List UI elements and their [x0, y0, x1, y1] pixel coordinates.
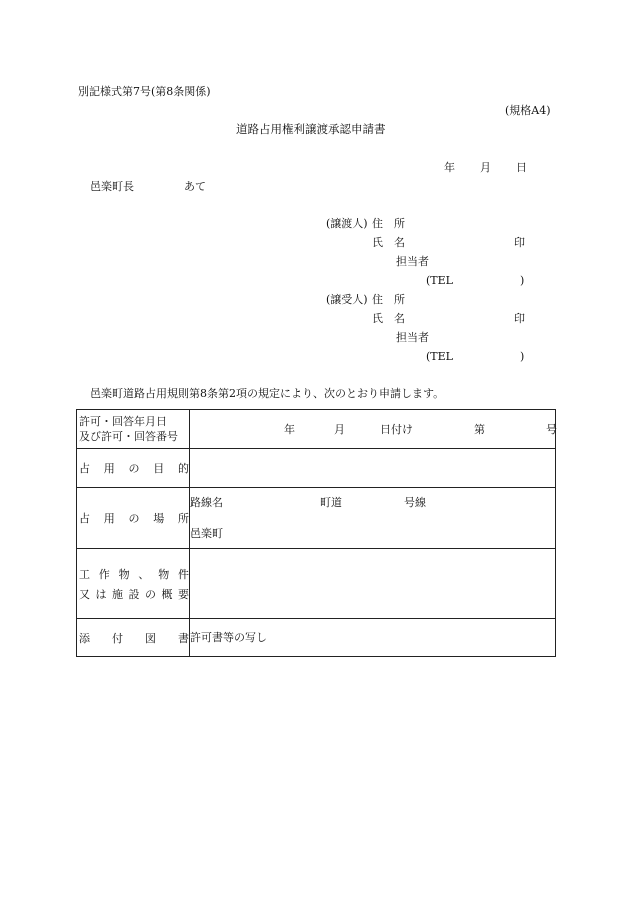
structure-char: 物 [118, 567, 130, 581]
date-year: 年 [444, 161, 455, 174]
permit-year: 年 [284, 423, 295, 436]
structure-char: 施 [112, 587, 123, 601]
structure-label-line2 [77, 586, 189, 602]
attachment-value: 許可書等の写し [190, 631, 267, 644]
permit-value-cell[interactable] [190, 410, 556, 449]
transferee-name-label: 氏 名 [372, 312, 405, 325]
transferor-tel-close: ) [520, 274, 525, 287]
permit-label-line2: 及び許可・回答番号 [79, 430, 178, 443]
transferor-role: (譲渡人) [326, 217, 368, 230]
structure-char: 物 [158, 567, 170, 581]
transferee-tel-close: ) [520, 350, 525, 363]
permit-month: 月 [334, 423, 345, 436]
structure-row [77, 549, 556, 619]
place-value-cell[interactable] [190, 488, 556, 549]
transferee-tel-open: (TEL [426, 350, 453, 363]
place-char: 用 [103, 512, 115, 525]
purpose-label-cell [77, 449, 190, 488]
permit-label-line1: 許可・回答年月日 [79, 415, 167, 428]
transferor-tel-open: (TEL [426, 274, 453, 287]
route-label: 路線名 [190, 496, 223, 509]
purpose-char: 占 [79, 462, 90, 475]
structure-char: の [145, 587, 156, 601]
paper-size-note: (規格A4) [505, 104, 551, 117]
purpose-char: 用 [103, 462, 115, 475]
place-char: 占 [79, 512, 90, 525]
purpose-char: 的 [178, 462, 189, 475]
structure-char: 作 [98, 567, 110, 581]
transferor-contact-label: 担当者 [396, 255, 429, 268]
permit-row [77, 410, 556, 449]
transferee-role: (譲受人) [326, 293, 368, 306]
attachment-char: 付 [112, 631, 123, 645]
transferor-name-label: 氏 名 [372, 236, 405, 249]
route-suffix-label: 号線 [404, 496, 426, 509]
purpose-row [77, 449, 556, 488]
attachment-char: 図 [145, 631, 156, 645]
attachment-label [77, 630, 189, 646]
transferor-address-label: 住 所 [372, 217, 405, 230]
structure-char: 工 [79, 567, 90, 581]
place-row [77, 488, 556, 549]
place-char: 所 [178, 512, 189, 525]
intro-text: 邑楽町道路占用規則第8条第2項の規定により、次のとおり申請します。 [90, 387, 445, 400]
structure-char: 、 [138, 567, 150, 581]
attachment-row [77, 619, 556, 657]
purpose-char: の [128, 462, 140, 475]
structure-char: 設 [128, 587, 140, 601]
transferee-contact-label: 担当者 [396, 331, 429, 344]
purpose-char: 目 [153, 462, 165, 475]
structure-label-cell [77, 549, 190, 619]
transferor-seal: 印 [514, 236, 525, 249]
structure-char: 件 [177, 567, 189, 581]
place-label-cell [77, 488, 190, 549]
addressee-suffix: あて [184, 180, 206, 193]
place-char: 場 [153, 512, 165, 525]
permit-no-suffix: 号 [546, 423, 557, 436]
place-char: の [128, 512, 140, 525]
structure-value-cell[interactable] [190, 549, 556, 619]
structure-char: 概 [161, 587, 173, 601]
attachment-value-cell[interactable] [190, 619, 556, 657]
town-road-label: 町道 [320, 496, 342, 509]
addressee-name: 邑楽町長 [90, 180, 134, 193]
application-table [76, 409, 556, 657]
transferee-seal: 印 [514, 312, 525, 325]
structure-char: 要 [178, 587, 189, 601]
form-number: 別記様式第7号(第8条関係) [78, 85, 211, 98]
purpose-value-cell[interactable] [190, 449, 556, 488]
attachment-char: 書 [178, 631, 189, 645]
attachment-label-cell [77, 619, 190, 657]
town-name: 邑楽町 [190, 527, 223, 540]
permit-dated: 日付け [380, 423, 413, 436]
place-label [77, 510, 189, 526]
permit-label-cell [77, 410, 190, 449]
date-month: 月 [480, 161, 491, 174]
attachment-char: 添 [79, 631, 90, 645]
permit-no-prefix: 第 [474, 423, 485, 436]
date-day: 日 [516, 161, 527, 174]
structure-char: 又 [79, 587, 90, 601]
document-title: 道路占用権利譲渡承認申請書 [236, 122, 386, 136]
structure-char: は [95, 587, 107, 601]
transferee-address-label: 住 所 [372, 293, 405, 306]
purpose-label [77, 460, 189, 476]
structure-label-line1 [77, 566, 189, 582]
